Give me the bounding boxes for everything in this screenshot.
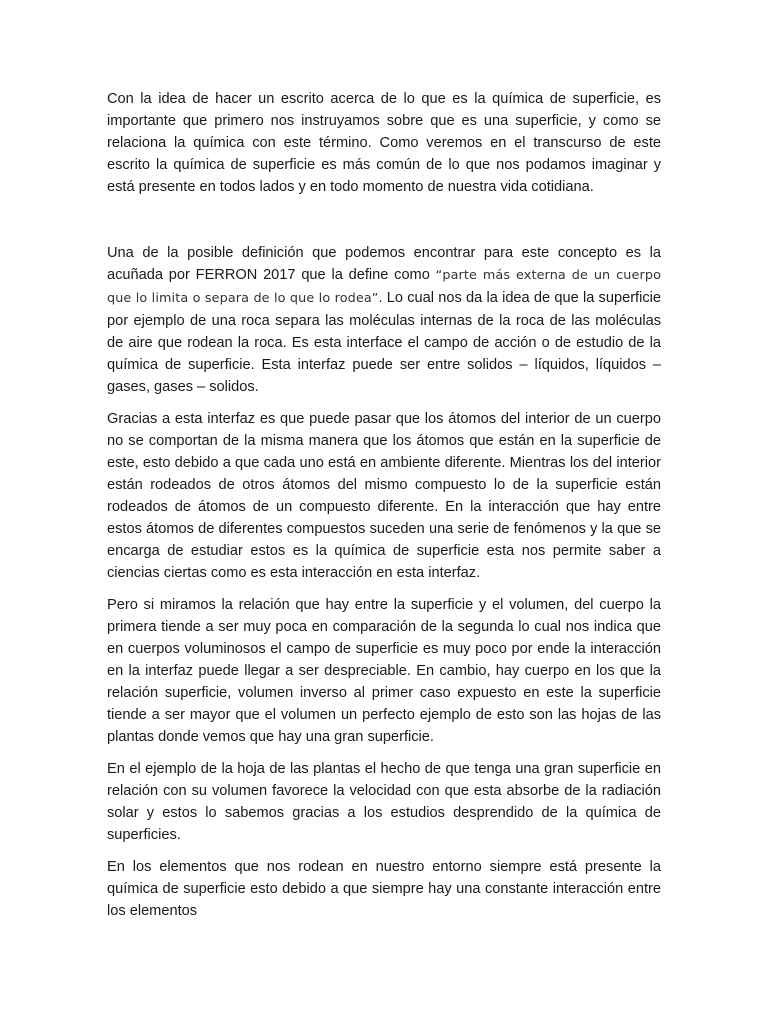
paragraph-interface: Gracias a esta interfaz es que puede pasar que los átomos del interior de un cuerpo no se comportan de la misma manera que los átomos que están en la superficie de este, esto debido a que cada uno está en ambiente diferente. Mientras los del interior están rodeados de otros átomos del mismo compuesto lo de la superficie están rodeados de átomos de un compuesto diferente. En la interacción que hay entre estos átomos de diferentes compuestos suceden una serie de fenómenos y la que se encarga de estudiar estos es la química de superficie esta nos permite saber a ciencias ciertas como es esta interacción en esta interfaz. <box>107 411 661 581</box>
paragraph-surface-volume: Pero si miramos la relación que hay entre la superficie y el volumen, del cuerpo la primera tiende a ser muy poca en comparación de la segunda lo cual nos indica que en cuerpos voluminosos el campo de superficie es muy poco por ende la interacción en la interfaz puede llegar a ser despreciable. En cambio, hay cuerpo en los que la relación superficie, volumen inverso al primer caso expuesto en este la superficie tiende a ser mayor que el volumen un perfecto ejemplo de esto son las hojas de las plantas donde vemos que hay una gran superficie. <box>107 597 661 745</box>
definition-quote: “parte más externa de un cuerpo que lo limita o separa de lo que lo rodea” <box>107 268 661 306</box>
definition-lead-text: Una de la posible definición que podemos encontrar para este concepto es la acuñada por FERRON 2017 que la define como <box>107 245 661 283</box>
definition-follow-text: . Lo cual nos da la idea de que la superficie por ejemplo de una roca separa las moléculas internas de la roca de las moléculas de aire que rodean la roca. Es esta interface el campo de acción o de estudio de la química de superficie. Esta interfaz puede ser entre solidos – líquidos, líquidos – gases, gases – solidos. <box>107 290 662 395</box>
paragraph-conclusion: En los elementos que nos rodean en nuestro entorno siempre está presente la química de superficie esto debido a que siempre hay una constante interacción entre los elementos <box>107 859 661 919</box>
document-body <box>107 88 661 922</box>
paragraph-plant-leaf: En el ejemplo de la hoja de las plantas el hecho de que tenga una gran superficie en relación con su volumen favorece la velocidad con que esta absorbe de la radiación solar y estos lo sabemos gracias a los estudios desprendido de la química de superficies. <box>107 761 661 843</box>
paragraph-definition <box>107 242 661 398</box>
paragraph-intro: Con la idea de hacer un escrito acerca de lo que es la química de superficie, es importante que primero nos instruyamos sobre que es una superficie, y como se relaciona la química con este término. Como veremos en el transcurso de este escrito la química de superficie es más común de lo que nos podamos imaginar y está presente en todos lados y en todo momento de nuestra vida cotidiana. <box>107 91 661 195</box>
